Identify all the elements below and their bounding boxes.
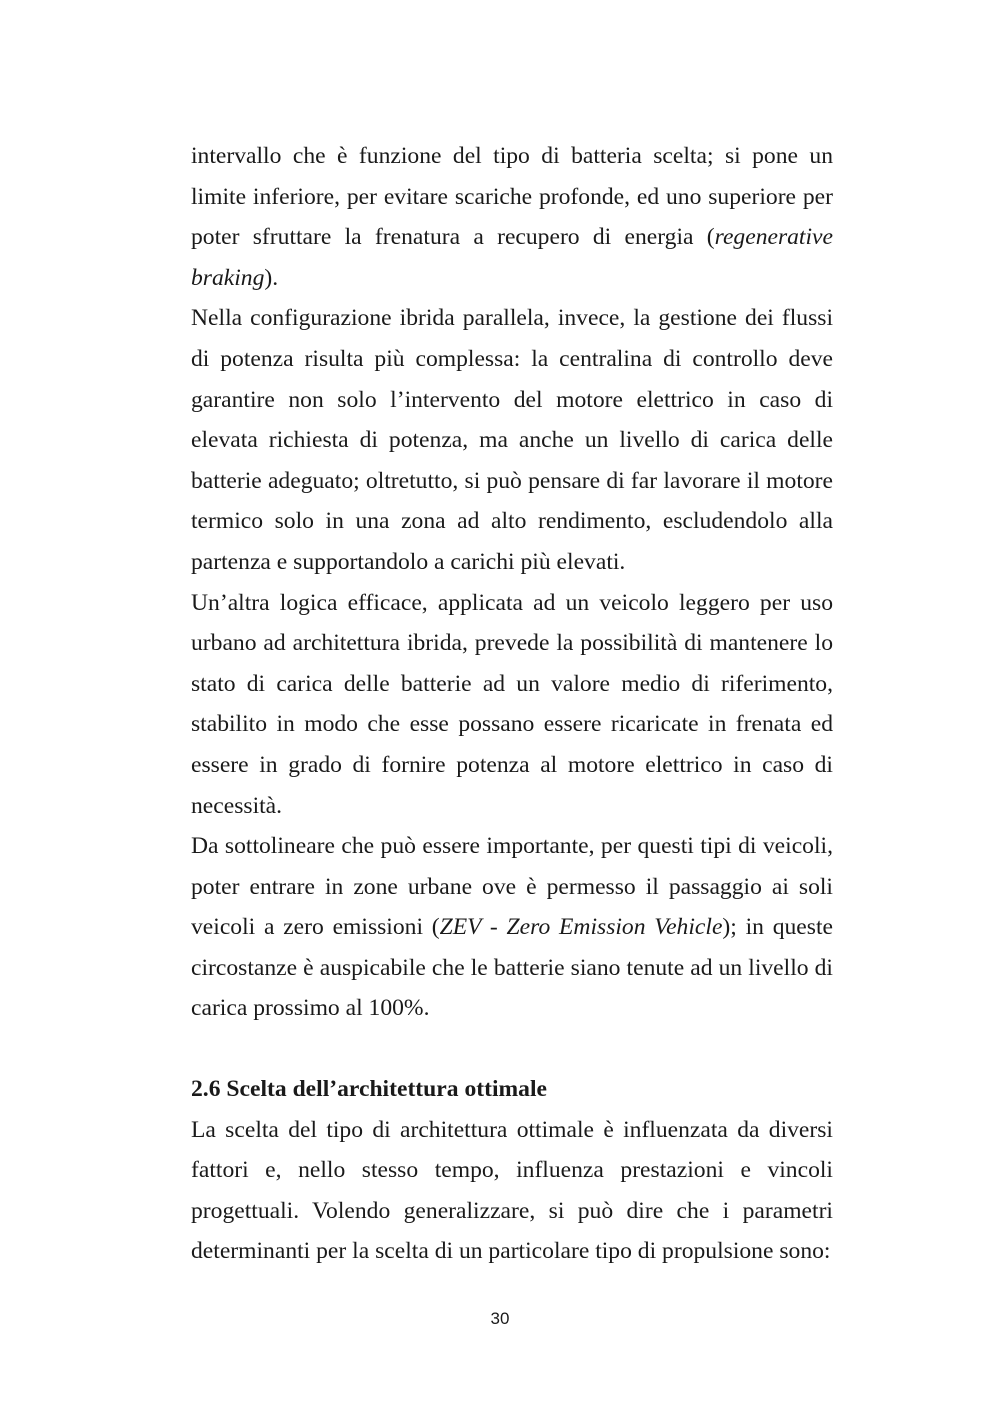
paragraph-text: intervallo che è funzione del tipo di batteria scelta; si pone un limite inferiore, per evitare scariche profonde, ed uno superiore per poter sfruttare la frenatura a recupero di energia ( [191, 143, 833, 251]
page-number: 30 [490, 1309, 510, 1328]
document-body [191, 136, 833, 1272]
section-heading: 2.6 Scelta dell’architettura ottimale [191, 1076, 547, 1103]
paragraph-battery-interval [191, 136, 833, 298]
paragraph-text: ); in queste circostanze è auspicabile che le batterie siano tenute ad un livello di carica prossimo al 100%. [191, 914, 833, 1022]
paragraph-text: ). [264, 264, 279, 291]
paragraph-zero-emission [191, 826, 833, 1029]
paragraph-emphasis: regenerative braking [191, 224, 833, 291]
paragraph-text: Da sottolineare che può essere importante, per questi tipi di veicoli, poter entrare in zone urbane ove è permesso il passaggio ai soli veicoli a zero emissioni ( [191, 833, 833, 941]
paragraph-parallel-hybrid: Nella configurazione ibrida parallela, invece, la gestione dei flussi di potenza risulta più complessa: la centralina di controllo deve garantire non solo l’intervento del motore elettrico in caso di elevata richiesta di potenza, ma anche un livello di carica delle batterie adeguato; oltretutto, si può pensare di far lavorare il motore termico solo in una zona ad alto rendimento, escludendolo alla partenza e supportandolo a carichi più elevati. [191, 305, 833, 575]
paragraph-section-intro: La scelta del tipo di architettura ottimale è influenzata da diversi fattori e, nello stesso tempo, influenza prestazioni e vincoli progettuali. Volendo generalizzare, si può dire che i parametri determinanti per la scelta di un particolare tipo di propulsione sono: [191, 1116, 833, 1265]
paragraph-emphasis: ZEV - Zero Emission Vehicle [439, 914, 723, 941]
paragraph-control-logic: Un’altra logica efficace, applicata ad un veicolo leggero per uso urbano ad architettura ibrida, prevede la possibilità di mantenere lo stato di carica delle batterie ad un valore medio di riferimento, stabilito in modo che esse possano essere ricaricate in frenata ed essere in grado di fornire potenza al motore elettrico in caso di necessità. [191, 589, 833, 819]
